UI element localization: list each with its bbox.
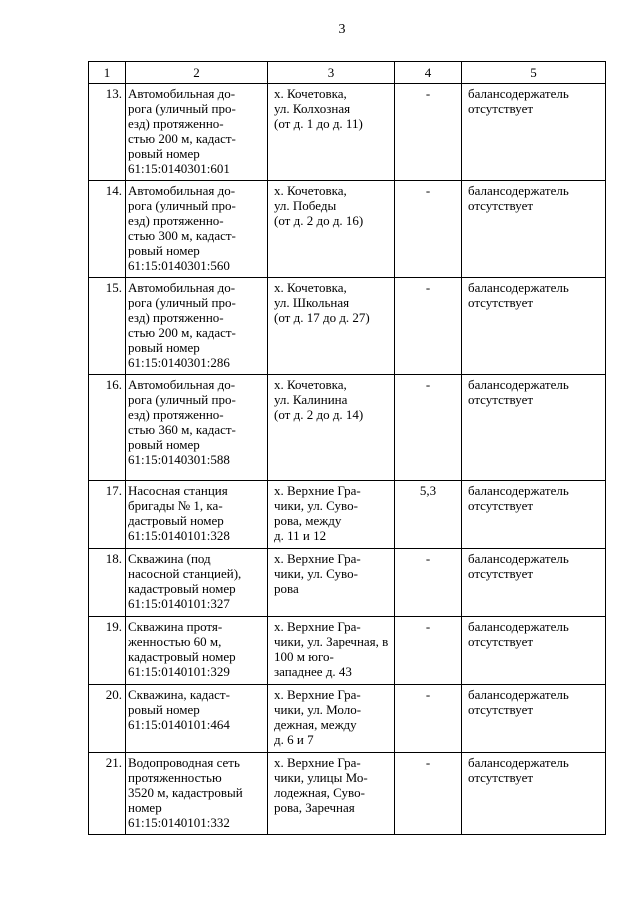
property-table bbox=[88, 61, 606, 835]
page-number: 3 bbox=[338, 22, 346, 37]
balance-holder: балансодержатель отсутствует bbox=[468, 377, 569, 407]
row-number: 17. bbox=[89, 481, 126, 549]
table-row bbox=[89, 617, 606, 685]
row-number: 19. bbox=[89, 617, 126, 685]
object-address: х. Верхние Гра- чики, ул. Суво- рова bbox=[274, 551, 361, 596]
table-row bbox=[89, 375, 606, 481]
column-header-5: 5 bbox=[462, 62, 606, 84]
row-number: 14. bbox=[89, 181, 126, 278]
table-row bbox=[89, 549, 606, 617]
table-row bbox=[89, 278, 606, 375]
row-number: 13. bbox=[89, 84, 126, 181]
object-address: х. Верхние Гра- чики, улицы Мо- лодежная, Суво- рова, Заречная bbox=[274, 755, 368, 815]
object-description: Автомобильная до- рога (уличный про- езд) протяженно- стью 200 м, кадаст- ровый номер 61:15:0140301:601 bbox=[128, 86, 236, 176]
row-number: 18. bbox=[89, 549, 126, 617]
object-value: - bbox=[395, 549, 462, 617]
row-number: 21. bbox=[89, 753, 126, 835]
object-address: х. Верхние Гра- чики, ул. Заречная, в 100 м юго- западнее д. 43 bbox=[274, 619, 389, 679]
balance-holder: балансодержатель отсутствует bbox=[468, 483, 569, 513]
column-header-1: 1 bbox=[89, 62, 126, 84]
table-header-row bbox=[89, 62, 606, 84]
balance-holder: балансодержатель отсутствует bbox=[468, 86, 569, 116]
column-header-4: 4 bbox=[395, 62, 462, 84]
object-value: - bbox=[395, 617, 462, 685]
object-address: х. Кочетовка, ул. Колхозная (от д. 1 до д. 11) bbox=[274, 86, 363, 131]
object-value: - bbox=[395, 278, 462, 375]
object-value: - bbox=[395, 181, 462, 278]
table-row bbox=[89, 753, 606, 835]
balance-holder: балансодержатель отсутствует bbox=[468, 687, 569, 717]
object-value: - bbox=[395, 753, 462, 835]
column-header-2: 2 bbox=[126, 62, 268, 84]
balance-holder: балансодержатель отсутствует bbox=[468, 755, 569, 785]
table-row bbox=[89, 481, 606, 549]
object-value: - bbox=[395, 84, 462, 181]
table-row bbox=[89, 685, 606, 753]
object-address: х. Кочетовка, ул. Школьная (от д. 17 до д. 27) bbox=[274, 280, 370, 325]
balance-holder: балансодержатель отсутствует bbox=[468, 183, 569, 213]
object-value: - bbox=[395, 375, 462, 481]
object-description: Автомобильная до- рога (уличный про- езд) протяженно- стью 200 м, кадаст- ровый номер 61:15:0140301:286 bbox=[128, 280, 236, 370]
balance-holder: балансодержатель отсутствует bbox=[468, 280, 569, 310]
table-row bbox=[89, 181, 606, 278]
object-description: Скважина, кадаст- ровый номер 61:15:0140101:464 bbox=[128, 687, 230, 732]
object-description: Автомобильная до- рога (уличный про- езд) протяженно- стью 360 м, кадаст- ровый номер 61:15:0140301:588 bbox=[128, 377, 236, 467]
table-row bbox=[89, 84, 606, 181]
object-address: х. Верхние Гра- чики, ул. Суво- рова, между д. 11 и 12 bbox=[274, 483, 361, 543]
row-number: 16. bbox=[89, 375, 126, 481]
object-description: Насосная станция бригады № 1, ка- дастровый номер 61:15:0140101:328 bbox=[128, 483, 230, 543]
object-address: х. Верхние Гра- чики, ул. Моло- дежная, между д. 6 и 7 bbox=[274, 687, 362, 747]
object-value: 5,3 bbox=[395, 481, 462, 549]
object-address: х. Кочетовка, ул. Победы (от д. 2 до д. 16) bbox=[274, 183, 364, 228]
row-number: 20. bbox=[89, 685, 126, 753]
object-description: Скважина (под насосной станцией), кадастровый номер 61:15:0140101:327 bbox=[128, 551, 242, 611]
column-header-3: 3 bbox=[268, 62, 395, 84]
row-number: 15. bbox=[89, 278, 126, 375]
object-description: Автомобильная до- рога (уличный про- езд) протяженно- стью 300 м, кадаст- ровый номер 61:15:0140301:560 bbox=[128, 183, 236, 273]
object-description: Водопроводная сеть протяженностью 3520 м, кадастровый номер 61:15:0140101:332 bbox=[128, 755, 243, 830]
object-value: - bbox=[395, 685, 462, 753]
object-address: х. Кочетовка, ул. Калинина (от д. 2 до д. 14) bbox=[274, 377, 364, 422]
balance-holder: балансодержатель отсутствует bbox=[468, 551, 569, 581]
balance-holder: балансодержатель отсутствует bbox=[468, 619, 569, 649]
object-description: Скважина протя- женностью 60 м, кадастровый номер 61:15:0140101:329 bbox=[128, 619, 236, 679]
